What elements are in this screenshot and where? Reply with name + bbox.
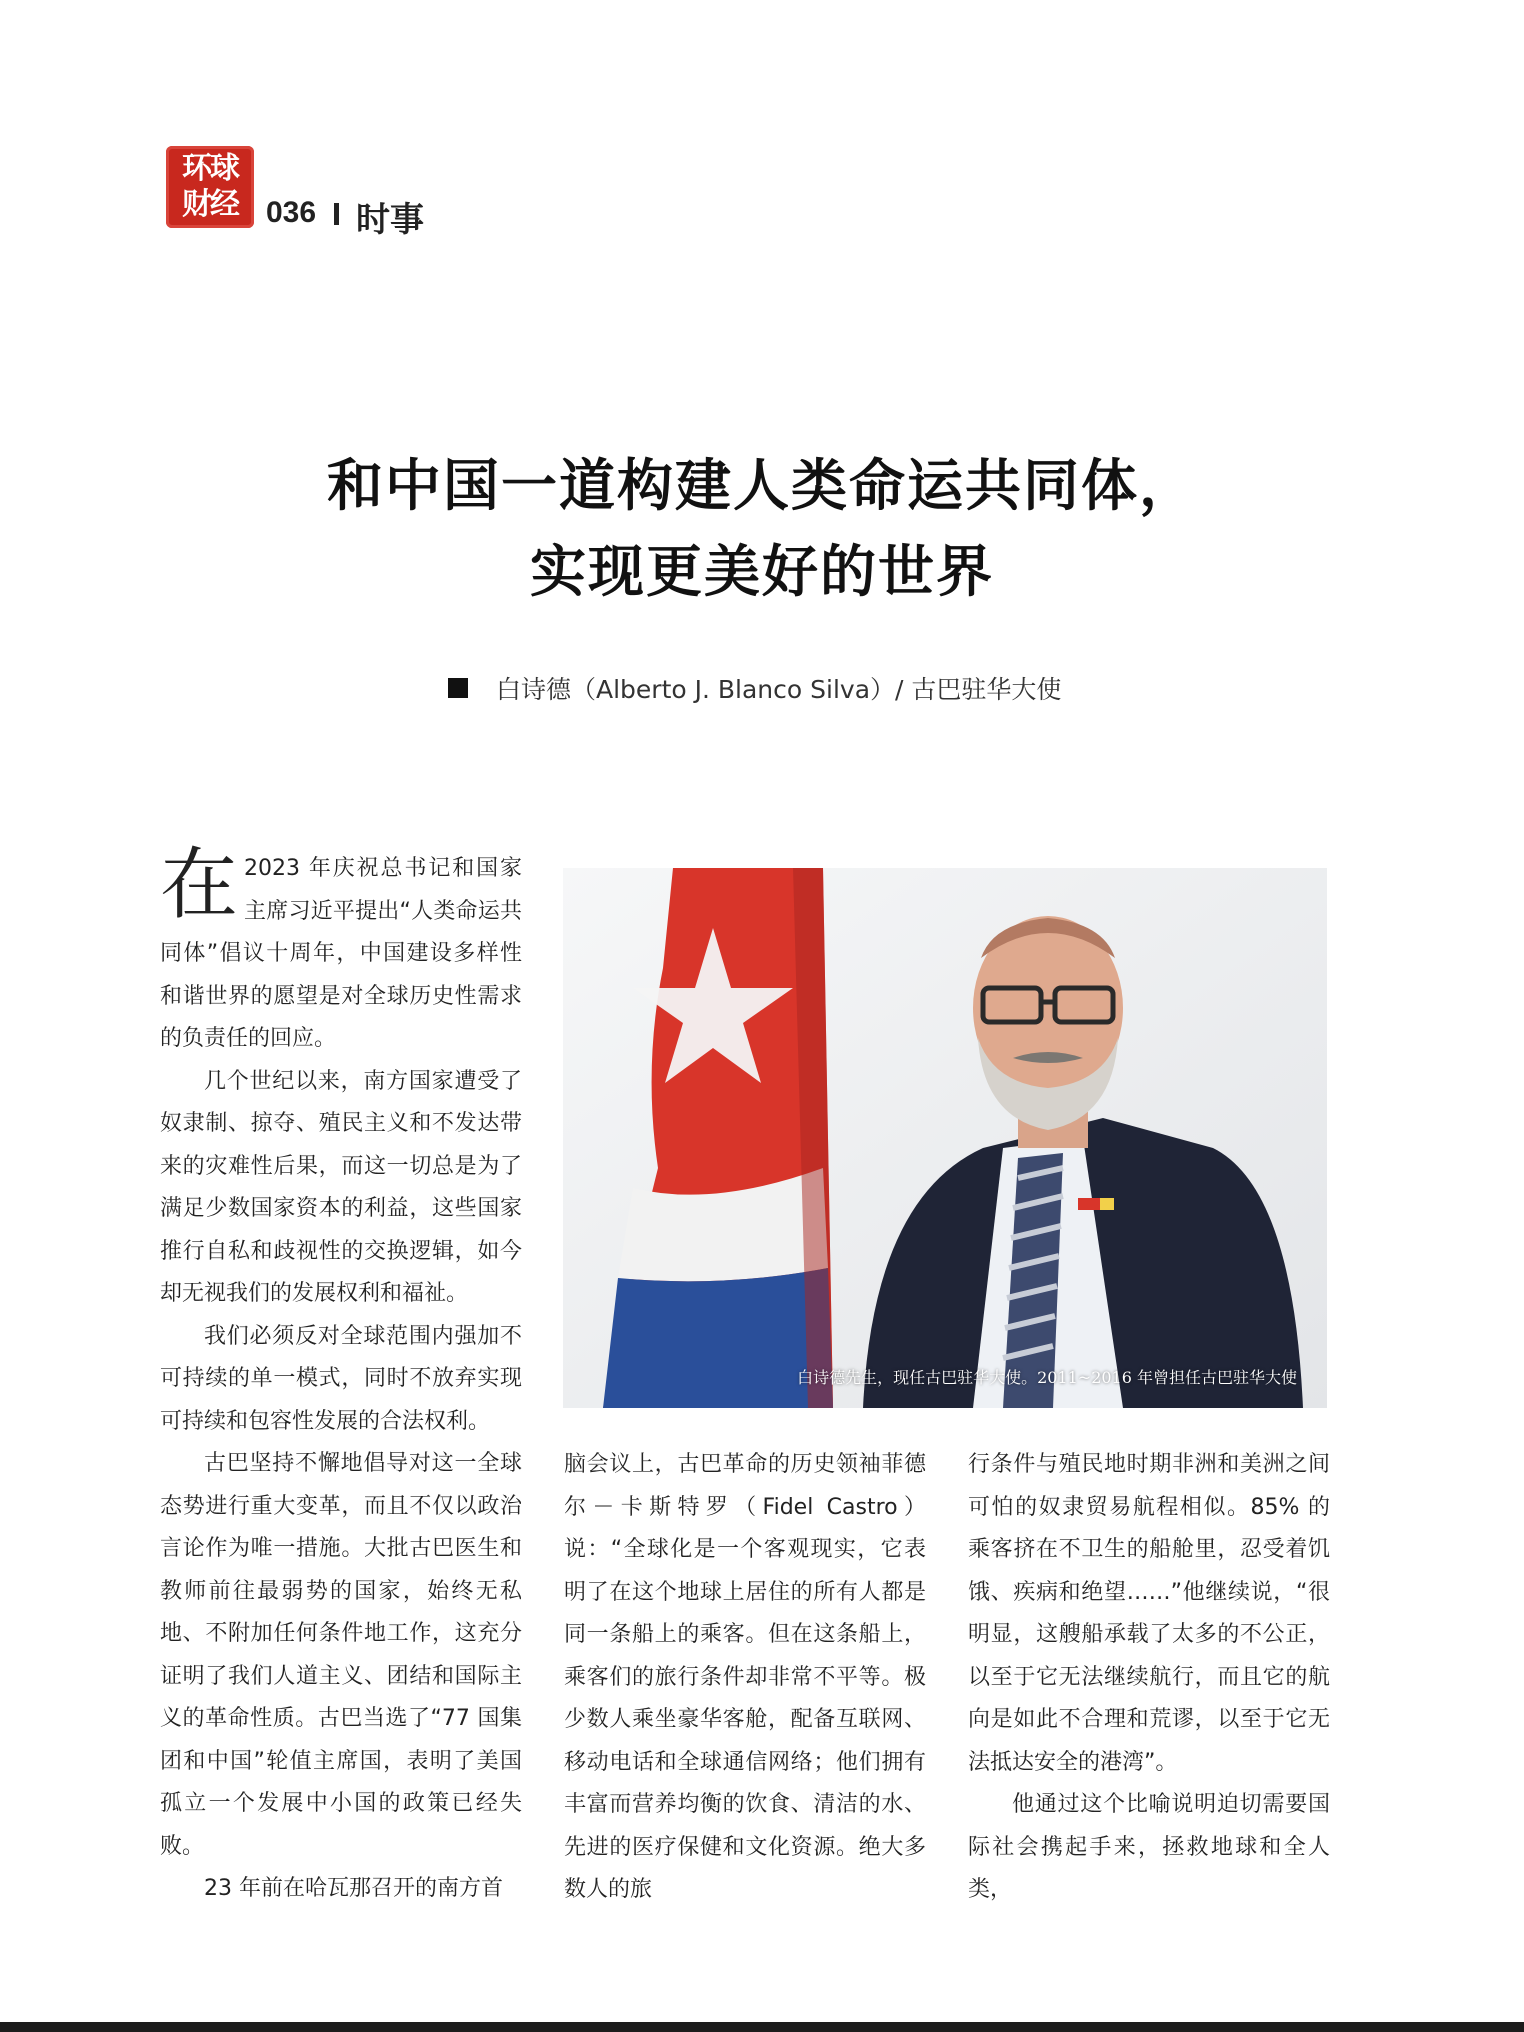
paragraph: 几个世纪以来，南方国家遭受了奴隶制、掠夺、殖民主义和不发达带来的灾难性后果，而这一切总是为了满足少数国家资本的利益，这些国家推行自私和歧视性的交换逻辑，如今却无视我们的发展权利和福祉。 [160, 1068, 522, 1306]
page-number: 036 [266, 196, 317, 229]
magazine-logo-seal: 环球 财经 [166, 146, 254, 228]
paragraph: 在 2023 年庆祝总书记和国家主席习近平提出“人类命运共同体”倡议十周年，中国建设多样性和谐世界的愿望是对全球历史性需求的负责任的回应。 [160, 840, 522, 1051]
paragraph: 行条件与殖民地时期非洲和美洲之间可怕的奴隶贸易航程相似。85% 的乘客挤在不卫生的船舱里，忍受着饥饿、疾病和绝望……”他继续说，“很明显，这艘船承载了太多的不公正，以至于它无法继续航行，而且它的航向是如此不合理和荒谬，以至于它无法抵达安全的港湾”。 [968, 1452, 1330, 1775]
header-divider [334, 203, 339, 225]
paragraph: 古巴坚持不懈地倡导对这一全球态势进行重大变革，而且不仅以政治言论作为唯一措施。大批古巴医生和教师前往最弱势的国家，始终无私地、不附加任何条件地工作，这充分证明了我们人道主义、团结和国际主义的革命性质。古巴当选了“77 国集团和中国”轮值主席国，表明了美国孤立一个发展中小国的政策已经失败。 [160, 1451, 522, 1859]
paragraph: 23 年前在哈瓦那召开的南方首 [204, 1876, 503, 1901]
photo-illustration [563, 868, 1327, 1408]
byline [448, 670, 1061, 706]
paragraph: 脑会议上，古巴革命的历史领袖菲德尔－卡斯特罗（Fidel Castro）说：“全球化是一个客观现实，它表明了在这个地球上居住的所有人都是同一条船上的乘客。但在这条船上，乘客们的旅行条件却非常不平等。极少数人乘坐豪华客舱，配备互联网、移动电话和全球通信网络；他们拥有丰富而营养均衡的饮食、清洁的水、先进的医疗保健和文化资源。绝大多数人的旅 [564, 1452, 926, 1902]
article-title-line1: 和中国一道构建人类命运共同体， [327, 454, 1197, 519]
section-label: 时事 [356, 200, 424, 240]
article-column-3 [968, 1444, 1330, 1902]
article-column-1 [160, 840, 522, 1901]
byline-text: 白诗德（Alberto J. Blanco Silva）/ 古巴驻华大使 [496, 675, 1062, 704]
dropcap: 在 [160, 840, 239, 930]
byline-square-icon [448, 678, 468, 698]
article-column-2 [564, 1444, 926, 1902]
paragraph: 他通过这个比喻说明迫切需要国际社会携起手来，拯救地球和全人类， [968, 1792, 1330, 1902]
photo-caption: 白诗德先生，现任古巴驻华大使。2011~2016 年曾担任古巴驻华大使 [797, 1368, 1297, 1387]
article-title-line2: 实现更美好的世界 [530, 540, 994, 605]
paragraph: 我们必须反对全球范围内强加不可持续的单一模式，同时不放弃实现可持续和包容性发展的合法权利。 [160, 1323, 522, 1434]
ambassador-photo [563, 868, 1327, 1408]
page-bottom-bar [0, 2022, 1524, 2032]
